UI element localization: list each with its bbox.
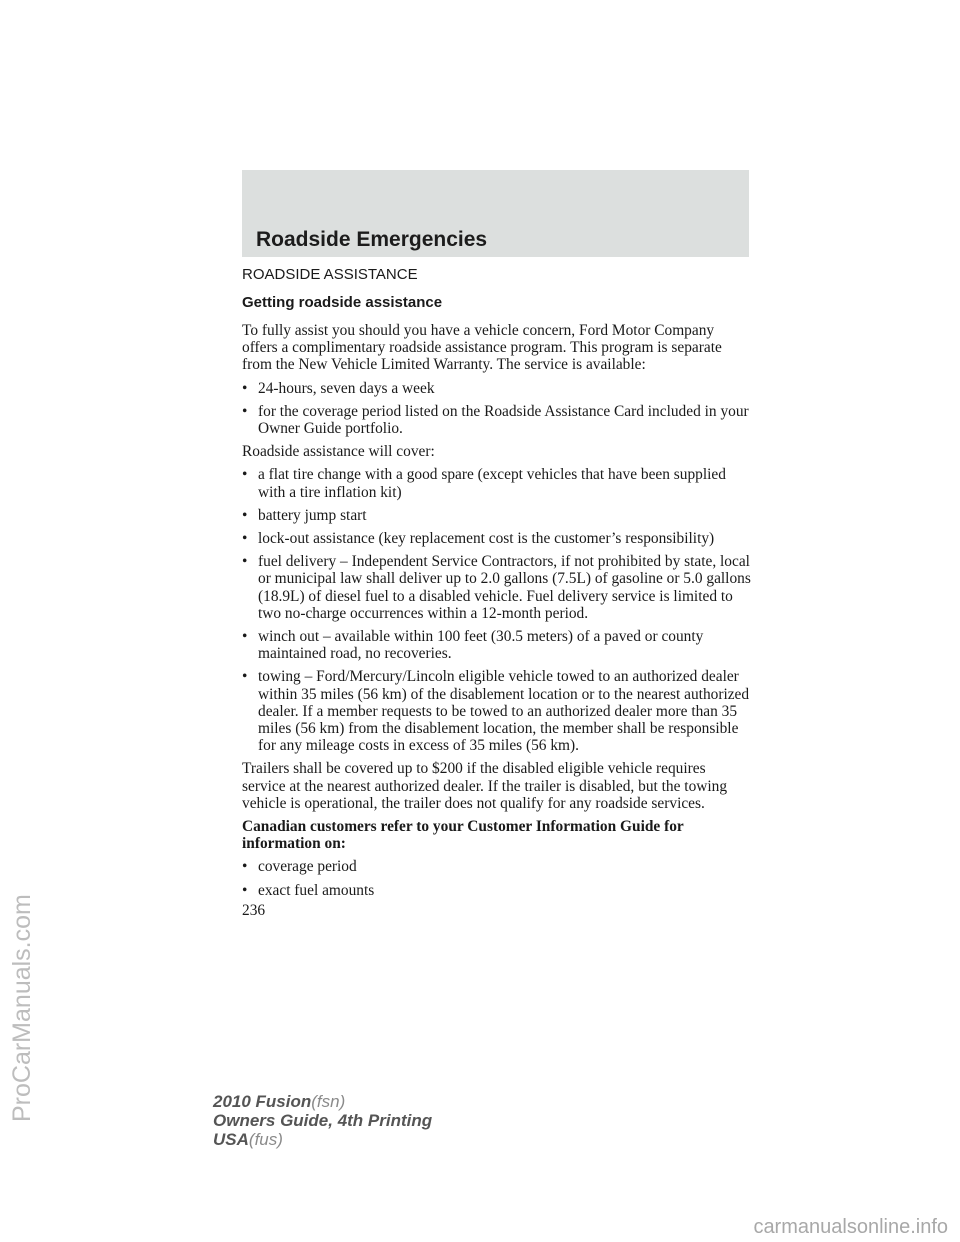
canadian-note: Canadian customers refer to your Customer Information Guide for information on: — [242, 818, 684, 853]
bullet-icon: • — [242, 881, 248, 899]
intro-paragraph: To fully assist you should you have a vehicle concern, Ford Motor Company offers a complimentary roadside assistance program. This program is separate from the New Vehicle Limited Warranty. The service is available: — [242, 322, 722, 374]
watermark-left: ProCarManuals.com — [8, 894, 36, 1122]
cover-intro: Roadside assistance will cover: — [242, 443, 435, 461]
trailers-paragraph: Trailers shall be covered up to $200 if the disabled eligible vehicle requires service at the nearest authorized dealer. If the trailer is disabled, but the towing vehicle is operational, the trailer does not qualify for any roadside services. — [242, 760, 728, 812]
section-heading: ROADSIDE ASSISTANCE — [242, 266, 418, 283]
bullet-icon: • — [242, 530, 248, 548]
cover-list — [242, 466, 752, 754]
footer-line-model: 2010 Fusion(fsn) — [213, 1092, 346, 1111]
page-content — [242, 266, 752, 919]
list-item: • coverage period — [242, 858, 357, 876]
list-item: • towing – Ford/Mercury/Lincoln eligible vehicle towed to an authorized dealer within 35 miles (56 km) of the disablement location or to the nearest authorized dealer. If a member requests to be towed to an authorized dealer more than 35 miles (56 km) from the disablement location, the member shall be responsible for any mileage costs in excess of 35 miles (56 km). — [242, 668, 750, 755]
canadian-list — [242, 858, 752, 898]
bullet-icon: • — [242, 668, 248, 686]
list-item: • for the coverage period listed on the Roadside Assistance Card included in your Owner Guide portfolio. — [242, 402, 749, 438]
list-item: • lock-out assistance (key replacement cost is the customer’s responsibility) — [242, 530, 715, 548]
page-number: 236 — [242, 901, 266, 919]
section-header-band — [242, 170, 749, 257]
list-item: • 24-hours, seven days a week — [242, 379, 435, 397]
list-item: • exact fuel amounts — [242, 881, 375, 899]
list-item: • a flat tire change with a good spare (except vehicles that have been supplied with a tire inflation kit) — [242, 466, 726, 501]
bullet-icon: • — [242, 466, 248, 484]
bullet-icon: • — [242, 506, 248, 524]
availability-list — [242, 380, 752, 438]
footer-line-market: USA(fus) — [213, 1130, 283, 1149]
section-subheading: Getting roadside assistance — [242, 294, 443, 311]
bullet-icon: • — [242, 402, 248, 420]
list-item: • winch out – available within 100 feet (30.5 meters) of a paved or county maintained road, no recoveries. — [242, 628, 704, 663]
bullet-icon: • — [242, 858, 248, 876]
footer-line-guide: Owners Guide, 4th Printing — [213, 1111, 433, 1130]
list-item: • fuel delivery – Independent Service Contractors, if not prohibited by state, local or municipal law shall deliver up to 2.0 gallons (7.5L) of gasoline or 5.0 gallons (18.9L) of diesel fuel to a disabled vehicle. Fuel delivery service is limited to two no-charge occurrences within a 12-month period. — [242, 553, 751, 622]
watermark-bottom: carmanualsonline.info — [753, 1216, 948, 1238]
bullet-icon: • — [242, 379, 248, 397]
list-item: • battery jump start — [242, 506, 367, 524]
bullet-icon: • — [242, 628, 248, 646]
bullet-icon: • — [242, 553, 248, 571]
document-footer — [213, 1092, 432, 1149]
section-title: Roadside Emergencies — [256, 228, 488, 251]
